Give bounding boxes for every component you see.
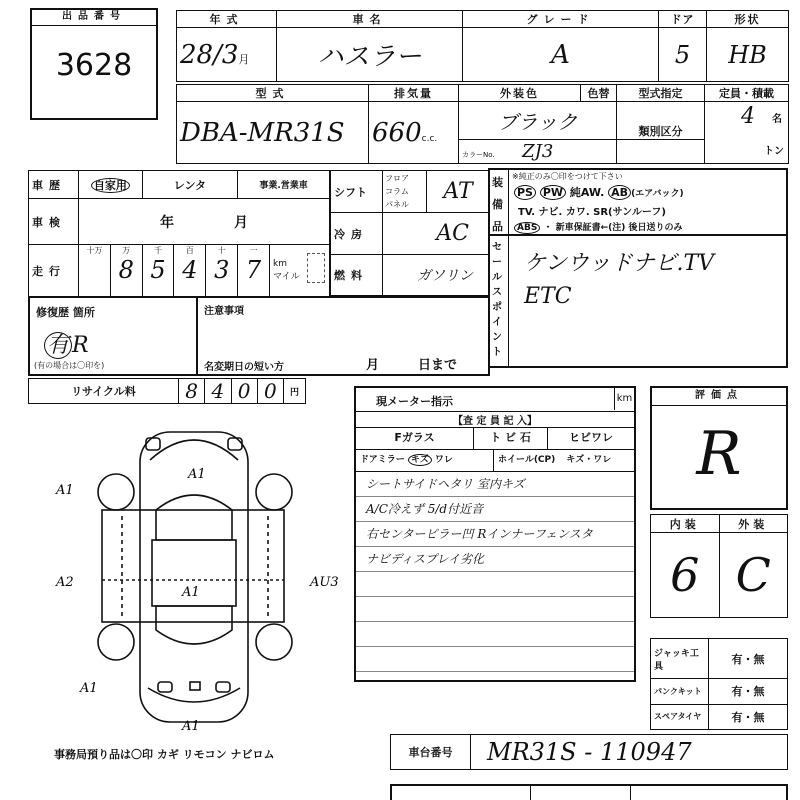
car-name-value: ハスラー <box>277 28 463 82</box>
model-type-label: 型式 <box>177 85 369 102</box>
capacity-unit-tons: トン <box>764 146 784 157</box>
inspector-wheel-damage: キズ・ワレ <box>566 455 612 465</box>
inspector-chip: ト ビ 石 <box>474 428 548 449</box>
equip-pw: PW <box>540 185 566 200</box>
bottom-table-stub <box>390 784 788 800</box>
sales-point-line-2: ETC <box>524 284 572 309</box>
capacity-unit-persons: 名 <box>772 114 782 125</box>
shift-label: シフト <box>331 171 383 213</box>
color-no-value: ZJ3 <box>522 141 554 162</box>
color-value: ブラック <box>459 102 617 140</box>
diagram-mark-a1-rear-left: A1 <box>80 681 98 696</box>
equipment-box <box>488 168 788 236</box>
displacement-label: 排気量 <box>369 85 459 102</box>
diagram-mark-a1-rear: A1 <box>182 719 200 734</box>
equipment-note: ※純正のみ〇印をつけて下さい <box>512 172 623 181</box>
interior-value: 6 <box>651 533 720 618</box>
diagram-plate <box>190 682 200 690</box>
diagram-head-lamp-left <box>146 438 160 450</box>
shift-option-panel: パネル <box>385 200 409 209</box>
year-unit: 月 <box>238 52 250 66</box>
history-option-private: 自家用 <box>91 178 130 193</box>
repair-label: 修復歴 箇所 <box>36 306 95 319</box>
exterior-value: C <box>719 533 788 618</box>
capacity-value: 4 <box>741 104 755 129</box>
color-change-label: 色替 <box>581 85 617 102</box>
fuel-label: 燃料 <box>331 255 383 296</box>
chassis-value: MR31S - 110947 <box>471 735 788 770</box>
recycle-digit-1: 8 <box>179 379 205 404</box>
model-type-value: DBA-MR31S <box>177 102 369 164</box>
tool-puncture-kit-label: パンクキット <box>651 679 709 704</box>
diagram-mark-a2-left: A2 <box>56 575 74 590</box>
mileage-unit-10k: 万 <box>122 246 131 255</box>
color-label: 外装色 <box>459 85 581 102</box>
tool-spare-tire-label: スペアタイヤ <box>651 704 709 729</box>
tool-jack-value: 有・無 <box>709 639 788 679</box>
sales-point-box <box>488 234 788 368</box>
diagram-wheel-rear-left <box>98 624 134 660</box>
office-items: 事務局預り品は〇印 カギ リモコン ナビロム <box>54 748 275 761</box>
inspector-title: 【査 定 員 記 入】 <box>356 412 634 428</box>
equip-ab: AB <box>608 185 631 200</box>
recycle-label: リサイクル料 <box>29 379 179 404</box>
score-value: R <box>696 419 742 489</box>
diagram-wheel-rear-right <box>256 624 292 660</box>
grade-value: A <box>463 28 659 82</box>
recycle-unit: 円 <box>284 379 306 404</box>
history-label: 車歴 <box>29 171 79 199</box>
inspector-wheel: ホイール(CP) <box>498 455 556 465</box>
interior-label: 内装 <box>651 515 720 533</box>
diagram-mark-a1-hood: A1 <box>188 467 206 482</box>
aircon-label: 冷房 <box>331 213 383 255</box>
inspector-note-2: A/C冷えず 5/d付近音 <box>356 497 634 522</box>
diagram-door-lines <box>122 516 268 616</box>
equip-ps: PS <box>514 185 536 200</box>
exhibit-label: 出品番号 <box>32 10 156 26</box>
tool-jack-label: ジャッキ工具 <box>651 639 709 679</box>
inspector-crack: ヒビワレ <box>569 431 613 444</box>
score-box <box>650 386 788 510</box>
name-change-day: 日まで <box>418 358 458 373</box>
capacity-label: 定員・積載 <box>705 85 789 102</box>
mileage-digit-6: 7 <box>245 256 262 284</box>
exhibit-value: 3628 <box>55 48 133 83</box>
vehicle-basic-table <box>176 10 789 82</box>
equip-ab-note: (エアバック) <box>631 189 684 199</box>
history-option-rental: レンタ <box>142 171 237 199</box>
fuel-value: ガソリン <box>383 255 490 296</box>
interior-exterior-table <box>650 514 788 618</box>
score-label: 評価点 <box>652 388 786 406</box>
repair-value: 有 <box>44 332 72 359</box>
diagram-rear-lamp-left <box>158 682 172 692</box>
type-designation-label: 型式指定 <box>617 85 705 102</box>
exhibit-number-box <box>30 8 158 120</box>
shift-option-column: コラム <box>385 187 409 196</box>
chassis-table <box>390 734 788 770</box>
chassis-label: 車台番号 <box>391 735 471 770</box>
inspection-month: 月 <box>234 214 248 231</box>
name-change-label: 名変期日の短い方 <box>204 362 284 373</box>
exterior-label: 外装 <box>719 515 788 533</box>
mileage-unit-km: km <box>272 259 287 269</box>
mileage-digit-2: 8 <box>118 256 134 284</box>
tool-puncture-kit-value: 有・無 <box>709 679 788 704</box>
stamp-title <box>625 0 785 8</box>
inspector-fglass: Fガラス <box>356 428 474 449</box>
mileage-unit-100: 百 <box>185 246 194 255</box>
aircon-value: AC <box>383 213 490 255</box>
diagram-windshield <box>156 495 232 540</box>
mileage-digit-3: 5 <box>150 256 166 284</box>
remarks-label: 注意事項 <box>204 306 244 317</box>
meter-unit: km <box>614 388 634 410</box>
equip-aw: 純AW. <box>569 186 605 199</box>
mileage-unit-1k: 千 <box>154 246 163 255</box>
remarks-box <box>196 296 490 376</box>
equip-warranty: ・ 新車保証書←(注) 後日送りのみ <box>543 223 683 233</box>
recycle-digit-2: 4 <box>205 379 231 404</box>
history-option-business: 事業.営業車 <box>238 171 330 199</box>
diagram-head-lamp-right <box>228 438 242 450</box>
displacement-value: 660 <box>372 117 422 148</box>
diagram-mark-a1-front-left: A1 <box>56 483 74 498</box>
displacement-unit: c.c. <box>421 133 438 144</box>
diagram-front-hood <box>150 440 238 460</box>
shape-value: HB <box>707 28 789 82</box>
diagram-rear-lamp-right <box>216 682 230 692</box>
inspector-mirror-scratch: キズ <box>408 454 432 466</box>
inspection-year: 年 <box>160 214 174 231</box>
diagram-mark-au3-right: AU3 <box>310 575 339 590</box>
sales-point-label: セールスポイント <box>492 242 502 358</box>
recycle-table <box>28 378 306 404</box>
drivetrain-table <box>330 170 490 296</box>
meter-label: 現メーター指示 <box>376 395 453 408</box>
diagram-mark-a1-roof: A1 <box>182 585 200 600</box>
mileage-unit-1: 一 <box>249 246 258 255</box>
inspector-mirror-break: ワレ <box>434 455 453 465</box>
color-no-label: カラーNo. <box>462 151 495 159</box>
doors-value: 5 <box>659 28 707 82</box>
mileage-digit-5: 3 <box>214 256 230 284</box>
repair-note: (有の場合は〇印を) <box>34 361 105 370</box>
recycle-digit-4: 0 <box>257 379 283 404</box>
repair-code: R <box>72 333 89 358</box>
mileage-unit-mile: マイル <box>272 272 300 282</box>
tool-spare-tire-value: 有・無 <box>709 704 788 729</box>
inspector-note-1: シートサイドヘタリ 室内キズ <box>356 472 634 497</box>
inspector-mirror: ドアミラー <box>360 455 405 465</box>
diagram-wheel-front-left <box>98 474 134 510</box>
equipment-label: 装備品 <box>492 176 503 233</box>
equip-line2: TV. ナビ. カワ. SR(サンルーフ) <box>518 207 666 218</box>
doors-label: ドア <box>659 11 707 28</box>
mileage-unit-10: 十 <box>217 246 226 255</box>
car-name-label: 車名 <box>277 11 463 28</box>
car-damage-diagram <box>40 420 350 740</box>
equip-abs: ABS <box>514 222 540 234</box>
diagram-wheel-front-right <box>256 474 292 510</box>
inspector-box <box>354 386 636 682</box>
mile-checkbox <box>307 253 325 283</box>
category-label: 類別区分 <box>617 102 705 140</box>
shift-option-floor: フロア <box>385 174 409 183</box>
vehicle-spec-table <box>176 84 789 164</box>
shift-value: AT <box>427 171 490 213</box>
recycle-digit-3: 0 <box>231 379 257 404</box>
repair-box <box>28 296 198 376</box>
tools-table <box>650 638 788 730</box>
grade-label: グレード <box>463 11 659 28</box>
mileage-unit-100k: 十万 <box>86 246 103 255</box>
mileage-digit-4: 4 <box>182 256 198 284</box>
mileage-label: 走行 <box>29 245 79 297</box>
diagram-rear-window <box>156 606 232 644</box>
inspector-note-4: ナビディスプレイ劣化 <box>356 547 634 572</box>
year-value: 28/3 <box>180 39 239 70</box>
shape-label: 形状 <box>707 11 789 28</box>
inspector-note-3: 右センターピラー凹 Rインナーフェンスタ <box>356 522 634 547</box>
name-change-month: 月 <box>366 358 380 373</box>
history-table <box>28 170 330 297</box>
inspection-label: 車検 <box>29 199 79 245</box>
year-label: 年式 <box>177 11 277 28</box>
sales-point-line-1: ケンウッドナビ.TV <box>524 251 715 276</box>
